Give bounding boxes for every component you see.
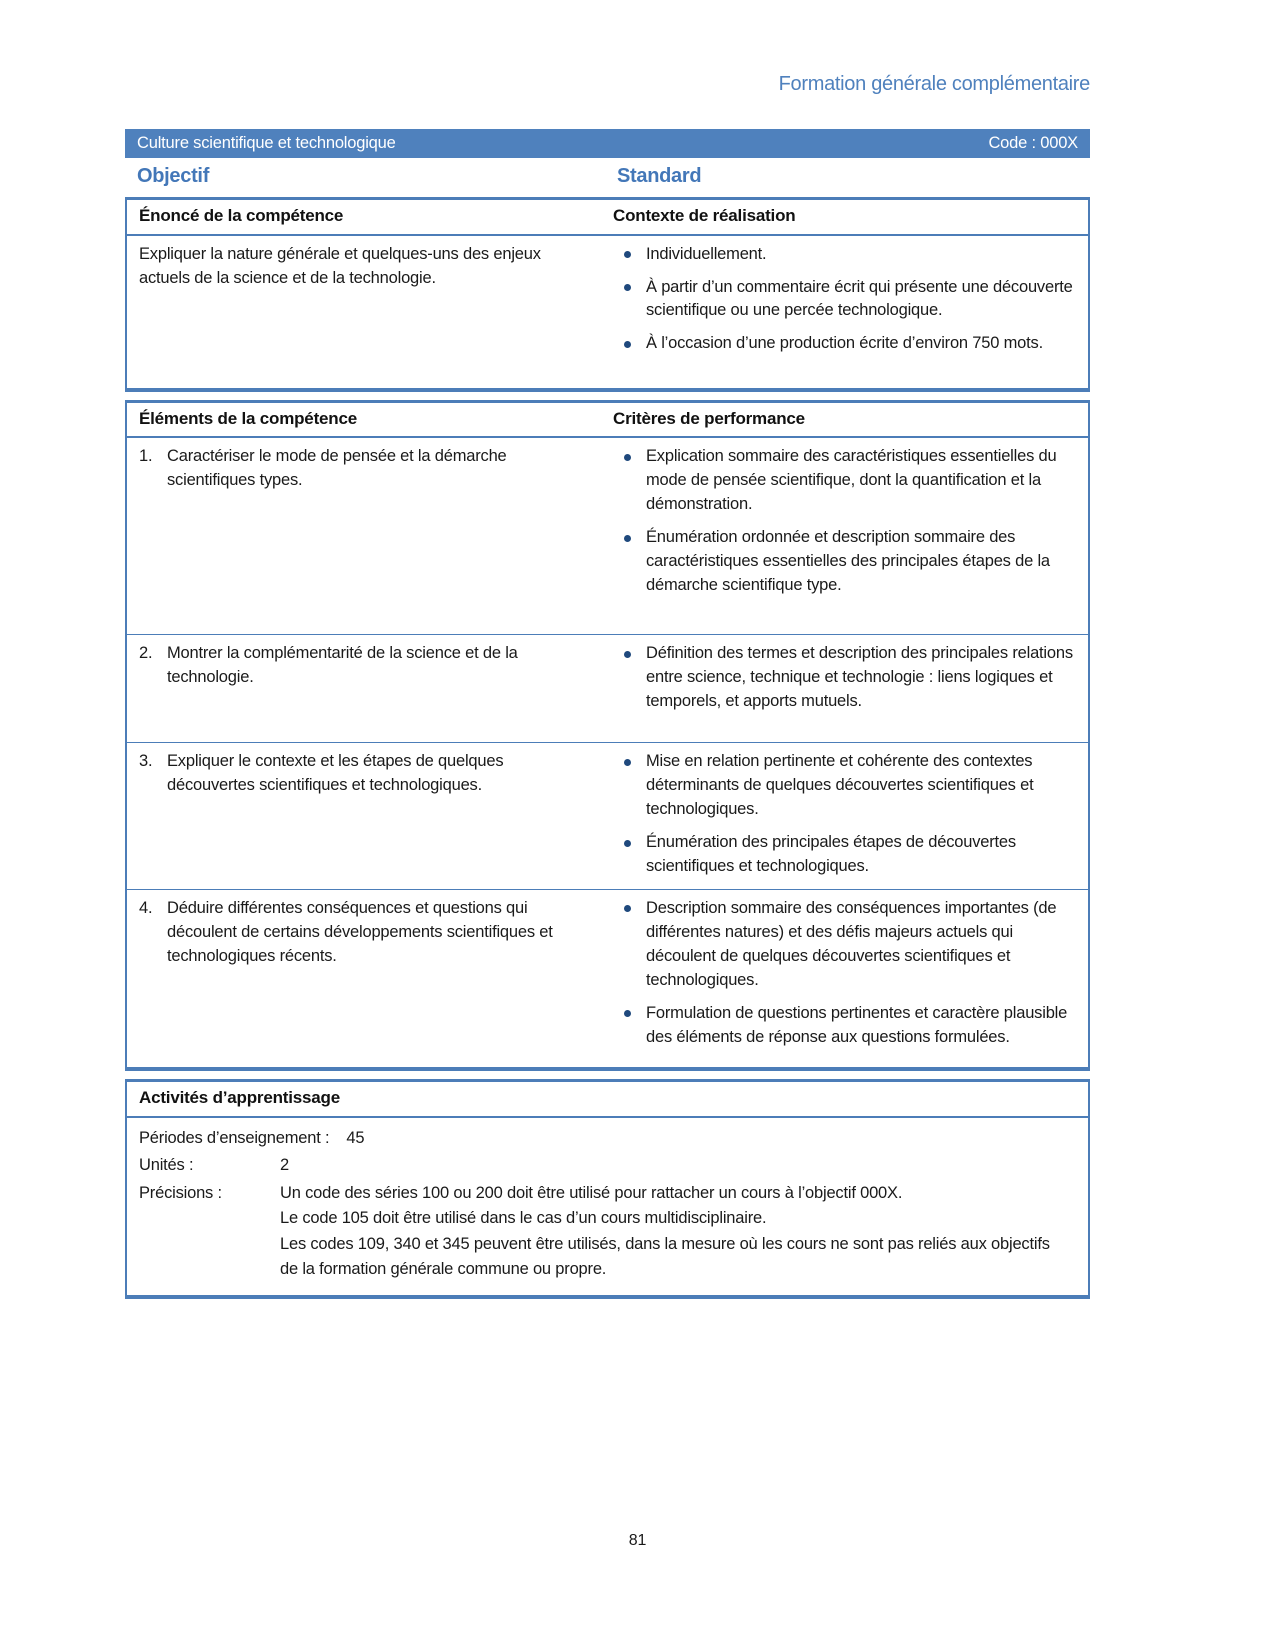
element-number: 4. bbox=[139, 898, 153, 917]
context-item: À partir d’un commentaire écrit qui présente une découverte scientifique ou une percée technologique. bbox=[613, 276, 1076, 324]
element-numbered bbox=[139, 642, 589, 690]
element-text: Caractériser le mode de pensée et la démarche scientifiques types. bbox=[167, 447, 507, 490]
precisions-text bbox=[280, 1181, 1062, 1283]
contexte-header: Contexte de réalisation bbox=[613, 206, 796, 225]
element-numbered bbox=[139, 445, 589, 493]
elements-header: Éléments de la compétence bbox=[139, 408, 357, 428]
element-number: 2. bbox=[139, 644, 153, 663]
units-value: 2 bbox=[280, 1156, 289, 1175]
precision-line: Un code des séries 100 ou 200 doit être utilisé pour rattacher un cours à l’objectif 000X. bbox=[280, 1183, 903, 1202]
element-text: Montrer la complémentarité de la science et de la technologie. bbox=[167, 644, 518, 687]
criteria-cell bbox=[613, 897, 1088, 1057]
elements-table-body bbox=[127, 438, 1088, 1067]
precision-line: Le code 105 doit être utilisé dans le cas d’un cours multidisciplinaire. bbox=[280, 1209, 767, 1228]
activities-table bbox=[125, 1079, 1090, 1299]
precisions-row bbox=[139, 1181, 1088, 1283]
criteria-item: Formulation de questions pertinentes et caractère plausible des éléments de réponse aux questions formulées. bbox=[613, 1002, 1076, 1050]
criteria-item: Énumération ordonnée et description sommaire des caractéristiques essentielles des principales étapes de la démarche scientifique type. bbox=[613, 526, 1076, 598]
competence-table-body bbox=[127, 236, 1088, 388]
criteria-bullet-list bbox=[613, 897, 1076, 1050]
units-label: Unités : bbox=[139, 1156, 194, 1175]
element-cell bbox=[127, 445, 613, 624]
activities-table-body bbox=[127, 1118, 1088, 1295]
criteria-item: Explication sommaire des caractéristiques essentielles du mode de pensée scientifique, dont la quantification et la démonstration. bbox=[613, 445, 1076, 517]
criteria-bullet-list bbox=[613, 642, 1076, 714]
context-item: Individuellement. bbox=[613, 243, 1076, 267]
element-number: 1. bbox=[139, 447, 153, 466]
element-cell bbox=[127, 897, 613, 1057]
periods-row bbox=[139, 1126, 1088, 1152]
column-headings bbox=[125, 162, 1090, 191]
element-text: Expliquer le contexte et les étapes de quelques découvertes scientifiques et technologiques. bbox=[167, 752, 504, 795]
course-code: Code : 000X bbox=[988, 133, 1078, 152]
competence-statement: Expliquer la nature générale et quelques-uns des enjeux actuels de la science et de la technologie. bbox=[139, 244, 541, 287]
context-item: À l’occasion d’une production écrite d’environ 750 mots. bbox=[613, 332, 1076, 356]
objectif-heading: Objectif bbox=[137, 165, 210, 187]
enonce-header: Énoncé de la compétence bbox=[139, 206, 344, 225]
elements-table-header bbox=[127, 403, 1088, 439]
element-row bbox=[127, 634, 1088, 742]
criteria-item: Mise en relation pertinente et cohérente des contextes déterminants de quelques découvertes scientifiques et technologiques. bbox=[613, 750, 1076, 822]
activities-table-header bbox=[127, 1082, 1088, 1118]
document-section-title: Formation générale complémentaire bbox=[778, 73, 1090, 95]
course-title: Culture scientifique et technologique bbox=[137, 133, 396, 152]
competence-table-header bbox=[127, 200, 1088, 236]
page-content bbox=[125, 0, 1090, 1307]
criteria-cell bbox=[613, 750, 1088, 879]
periods-label: Périodes d’enseignement : bbox=[139, 1128, 330, 1147]
course-banner bbox=[125, 129, 1090, 158]
elements-table bbox=[125, 400, 1090, 1071]
criteria-bullet-list bbox=[613, 750, 1076, 879]
standard-heading: Standard bbox=[617, 165, 702, 187]
element-cell bbox=[127, 750, 613, 879]
precisions-label: Précisions : bbox=[139, 1183, 222, 1202]
context-cell bbox=[613, 243, 1088, 378]
periods-value: 45 bbox=[346, 1128, 365, 1147]
element-row bbox=[127, 742, 1088, 889]
criteria-cell bbox=[613, 642, 1088, 732]
element-numbered bbox=[139, 897, 589, 969]
element-numbered bbox=[139, 750, 589, 798]
criteres-header: Critères de performance bbox=[613, 408, 805, 428]
context-bullet-list bbox=[613, 243, 1076, 357]
precision-line: Les codes 109, 340 et 345 peuvent être utilisés, dans la mesure où les cours ne sont pas reliés aux objectifs de la formation générale commune ou propre. bbox=[280, 1234, 1050, 1279]
criteria-item: Énumération des principales étapes de découvertes scientifiques et technologiques. bbox=[613, 831, 1076, 879]
element-number: 3. bbox=[139, 752, 153, 771]
element-row bbox=[127, 438, 1088, 634]
criteria-item: Définition des termes et description des principales relations entre science, technique et technologie : liens logiques et temporels, et apports mutuels. bbox=[613, 642, 1076, 714]
element-row bbox=[127, 889, 1088, 1067]
competence-table bbox=[125, 197, 1090, 392]
page-number: 81 bbox=[628, 1531, 647, 1549]
criteria-cell bbox=[613, 445, 1088, 624]
criteria-item: Description sommaire des conséquences importantes (de différentes natures) et des défis majeurs actuels qui découlent de quelques découvertes scientifiques et technologiques. bbox=[613, 897, 1076, 993]
element-cell bbox=[127, 642, 613, 732]
units-row bbox=[139, 1153, 1088, 1179]
activities-header: Activités d’apprentissage bbox=[139, 1087, 340, 1107]
criteria-bullet-list bbox=[613, 445, 1076, 598]
element-text: Déduire différentes conséquences et questions qui découlent de certains développements scientifiques et technologiques récents. bbox=[167, 898, 553, 965]
